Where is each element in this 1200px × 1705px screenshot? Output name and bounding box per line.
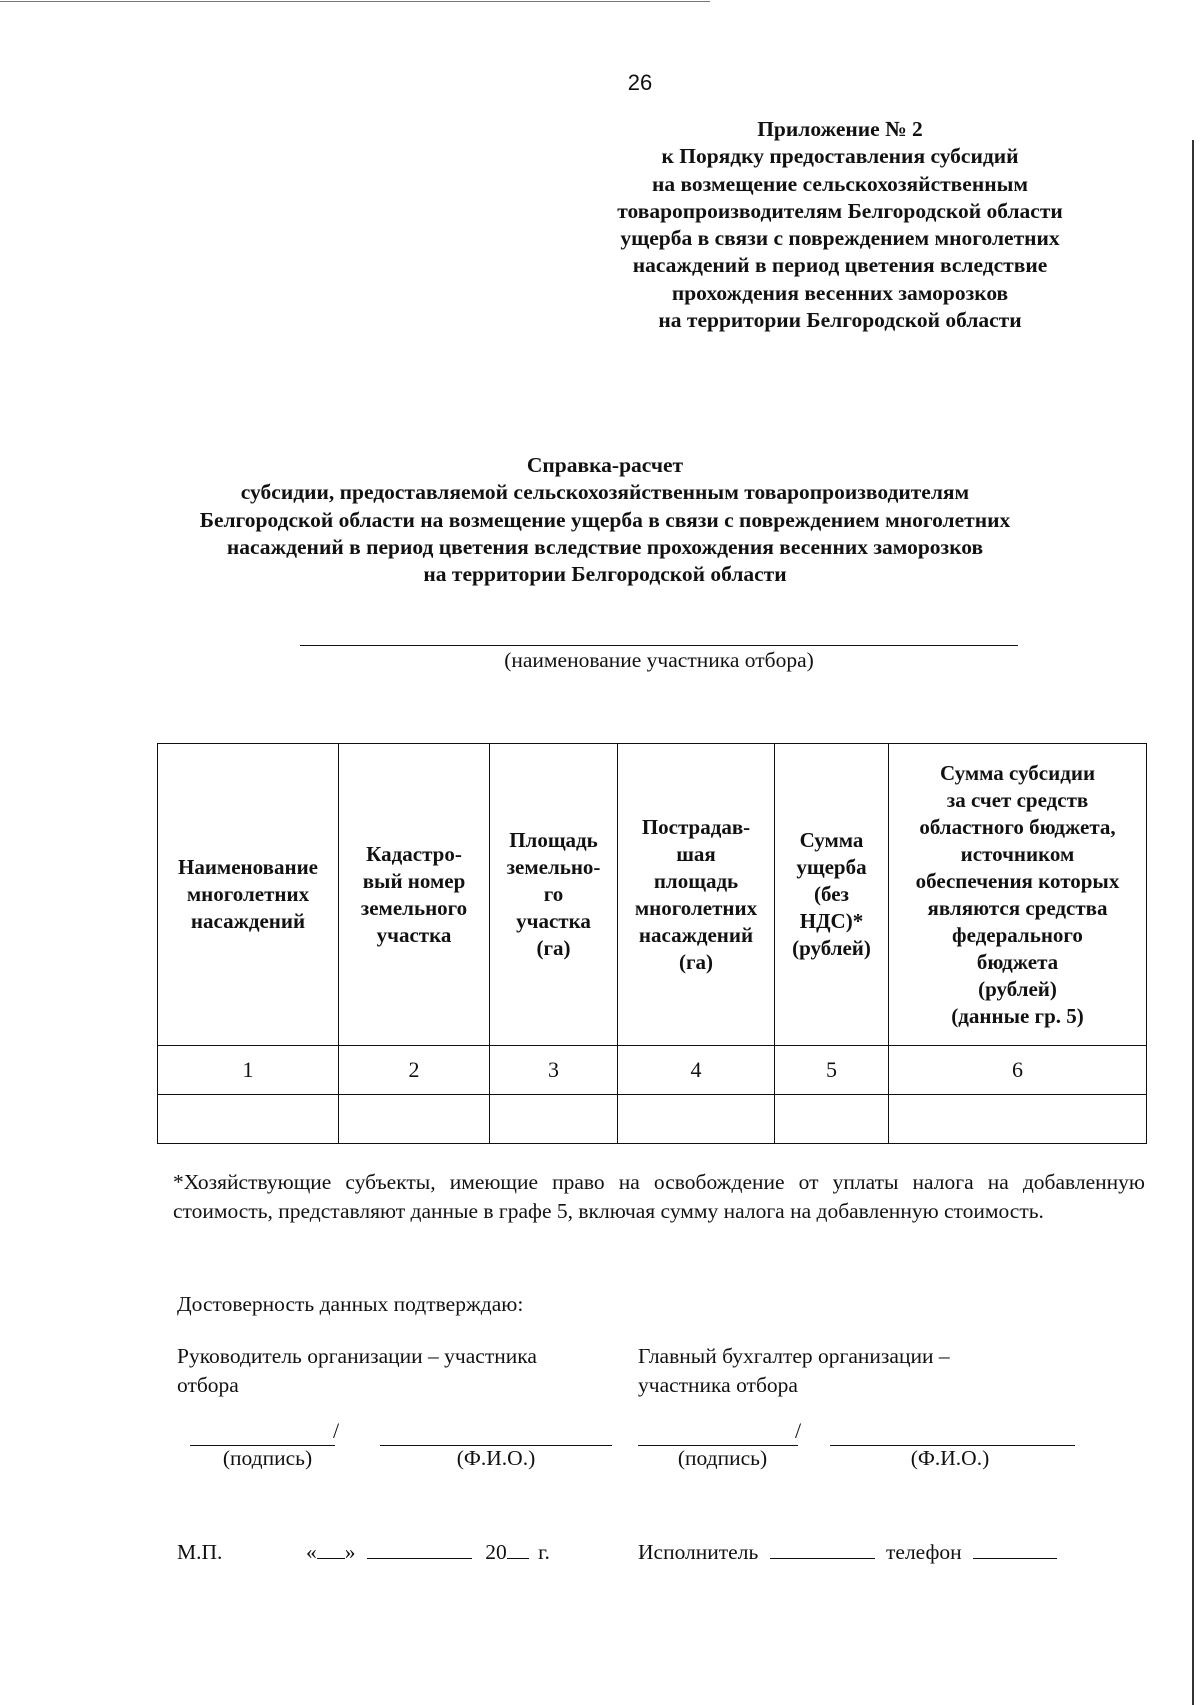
- appendix-line: Приложение № 2: [757, 117, 923, 141]
- page-number: 26: [627, 70, 653, 95]
- title-line: субсидии, предоставляемой сельскохозяйственным товаропроизводителям: [240, 480, 970, 505]
- quote-open: «: [306, 1540, 317, 1564]
- signature-slash: /: [795, 1418, 802, 1443]
- signature-caption: (подпись): [222, 1446, 313, 1470]
- calculation-table: [157, 743, 1147, 1144]
- scan-right-border: [1192, 140, 1194, 1705]
- column-number: 3: [490, 1046, 618, 1095]
- footnote: *Хозяйствующие субъекты, имеющие право на освобождение от уплаты налога на добавленную стоимость, представляют данные в графе 5, включая сумму налога на добавленную стоимость.: [173, 1170, 1145, 1223]
- phone-label: телефон: [886, 1540, 962, 1564]
- appendix-line: на территории Белгородской области: [658, 308, 1022, 333]
- name-caption: (Ф.И.О.): [456, 1446, 536, 1470]
- table-cell-empty[interactable]: [889, 1095, 1147, 1144]
- role-line: Руководитель организации – участника: [177, 1344, 537, 1368]
- table-row: [158, 1046, 1147, 1095]
- signature-caption: (подпись): [677, 1446, 768, 1470]
- title-line: на территории Белгородской области: [423, 562, 787, 587]
- executor-field[interactable]: [770, 1540, 875, 1559]
- header-cell-subsidy-amount: Сумма субсидии за счет средств областного бюджета, источником обеспечения которых являются средства федерального бюджета (рублей) (данные гр. 5): [889, 744, 1147, 1046]
- header-cell-damage-amount: Сумма ущерба (без НДС)* (рублей): [775, 744, 889, 1046]
- participant-name-field[interactable]: [300, 645, 1018, 646]
- appendix-line: насаждений в период цветения вследствие: [632, 253, 1048, 278]
- appendix-line: на возмещение сельскохозяйственным: [651, 171, 1029, 196]
- document-title: [140, 452, 1070, 588]
- date-field: [306, 1540, 550, 1565]
- accountant-role-label: [638, 1342, 1078, 1399]
- table-cell-empty[interactable]: [339, 1095, 490, 1144]
- month-field[interactable]: [367, 1540, 472, 1559]
- column-number: 2: [339, 1046, 490, 1095]
- column-number: 6: [889, 1046, 1147, 1095]
- name-caption: (Ф.И.О.): [910, 1446, 990, 1470]
- column-number: 5: [775, 1046, 889, 1095]
- header-cell-plot-area: Площадь земельно- го участка (га): [490, 744, 618, 1046]
- column-number: 4: [618, 1046, 775, 1095]
- title-line: Белгородской области на возмещение ущерба в связи с повреждением многолетних: [199, 507, 1011, 532]
- day-field[interactable]: [317, 1540, 345, 1559]
- phone-field[interactable]: [973, 1540, 1057, 1559]
- table-row: [158, 1095, 1147, 1144]
- quote-close: »: [344, 1540, 356, 1564]
- table-cell-empty[interactable]: [158, 1095, 339, 1144]
- role-line: участника отбора: [638, 1372, 798, 1397]
- appendix-line: прохождения весенних заморозков: [671, 280, 1009, 305]
- confirmation-text: Достоверность данных подтверждаю:: [177, 1292, 524, 1316]
- table-header-row: [158, 744, 1147, 1046]
- title-line: насаждений в период цветения вследствие прохождения весенних заморозков: [226, 534, 984, 559]
- table-cell-empty[interactable]: [490, 1095, 618, 1144]
- year-field[interactable]: [507, 1540, 529, 1559]
- table-cell-empty[interactable]: [618, 1095, 775, 1144]
- year-suffix: г.: [538, 1540, 550, 1564]
- executor-label: Исполнитель: [638, 1540, 759, 1564]
- column-number: 1: [158, 1046, 339, 1095]
- appendix-line: к Порядку предоставления субсидий: [661, 144, 1019, 169]
- header-cell-damaged-area: Пострадав- шая площадь многолетних насаждений (га): [618, 744, 775, 1046]
- year-prefix: 20: [485, 1540, 507, 1564]
- participant-caption: (наименование участника отбора): [504, 648, 814, 672]
- title-line: Справка-расчет: [526, 453, 684, 477]
- head-role-label: [177, 1342, 617, 1399]
- stamp-label: М.П.: [177, 1540, 223, 1564]
- header-cell-cadastral-number: Кадастро- вый номер земельного участка: [339, 744, 490, 1046]
- executor-block: [638, 1540, 1057, 1565]
- signature-slash: /: [333, 1418, 340, 1443]
- role-line: Главный бухгалтер организации –: [638, 1344, 950, 1368]
- appendix-line: товаропроизводителям Белгородской области: [617, 198, 1063, 223]
- table-cell-empty[interactable]: [775, 1095, 889, 1144]
- appendix-line: ущерба в связи с повреждением многолетних: [620, 226, 1060, 251]
- appendix-header: [560, 116, 1120, 334]
- header-cell-plant-name: Наименование многолетних насаждений: [158, 744, 339, 1046]
- role-line: отбора: [177, 1372, 239, 1397]
- scan-top-border: [0, 1, 710, 2]
